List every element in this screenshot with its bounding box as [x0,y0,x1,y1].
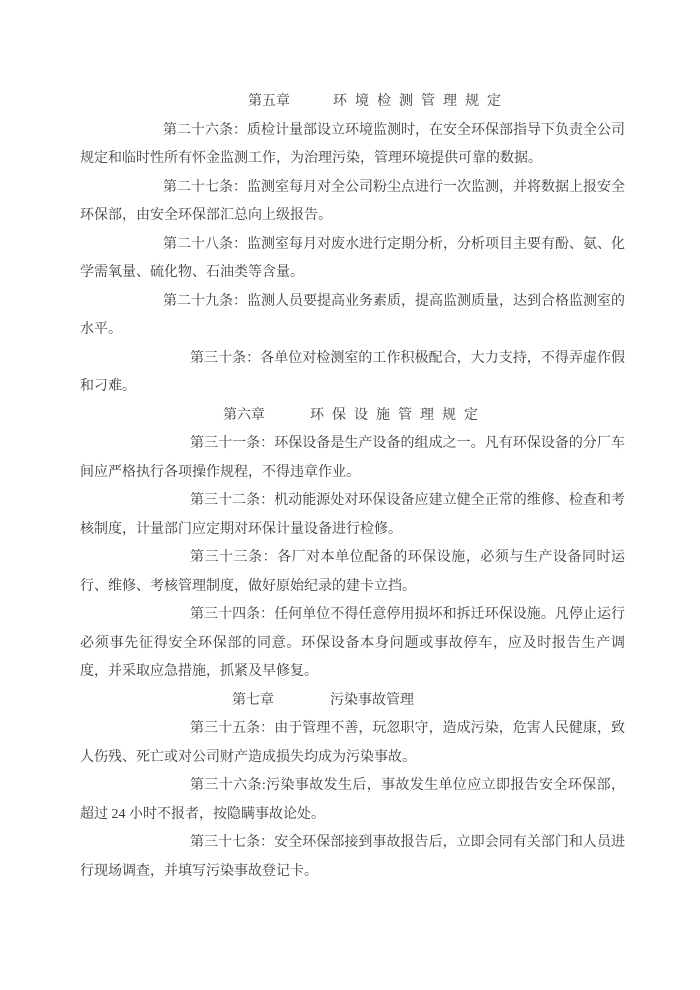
article-34: 第三十四条：任何单位不得任意停用损坏和拆迁环保设施。凡停止运行必须事先征得安全环保部的同意。环保设备本身问题或事故停车，应及时报告生产调度，并采取应急措施，抓紧及早修复。 [80,607,625,679]
article-27: 第二十七条：监测室每月对全公司粉尘点进行一次监测，并将数据上报安全环保部，由安全环保部汇总向上级报告。 [80,179,625,223]
chapter-7-gap [274,703,330,704]
chapter-7-title: 污染事故管理 [330,692,414,708]
article-30: 第三十条：各单位对检测室的工作积极配合，大力支持，不得弄虚作假和刁难。 [80,350,625,394]
chapter-6-gap [265,418,310,419]
article-26: 第二十六条：质检计量部设立环境监测时，在安全环保部指导下负责全公司规定和临时性所有怀金监测工作，为治理污染，管理环境提供可靠的数据。 [80,122,625,166]
article-32: 第三十二条：机动能源处对环保设备应建立健全正常的维修、检查和考核制度，计量部门应定期对环保计量设备进行检修。 [80,493,625,537]
chapter-5-title: 环境检测管理规定 [333,94,509,109]
chapter-5-gap [290,104,333,105]
article-29: 第二十九条：监测人员要提高业务素质，提高监测质量，达到合格监测室的水平。 [80,293,625,337]
article-31: 第三十一条：环保设备是生产设备的组成之一。凡有环保设备的分厂车间应严格执行各项操作规程，不得违章作业。 [80,436,625,480]
chapter-6-title: 环保设施管理规定 [310,407,486,423]
chapter-6-heading [80,402,625,431]
chapter-7-heading [80,687,625,716]
article-35: 第三十五条：由于管理不善，玩忽职守，造成污染，危害人民健康，致人伤残、死亡或对公司财产造成损失均成为污染事故。 [80,721,625,765]
chapter-7-number: 第七章 [232,692,274,708]
chapter-6-number: 第六章 [223,407,265,423]
article-36: 第三十六条:污染事故发生后，事故发生单位应立即报告安全环保部，超过 24 小时不报者，按隐瞒事故论处。 [80,778,625,822]
chapter-5-number: 第五章 [248,94,290,109]
article-37: 第三十七条：安全环保部接到事故报告后，立即会同有关部门和人员进行现场调查，并填写污染事故登记卡。 [80,835,625,879]
article-28: 第二十八条：监测室每月对废水进行定期分析，分析项目主要有酚、氨、化学需氧量、硫化物、石油类等含量。 [80,236,625,280]
article-33: 第三十三条：各厂对本单位配备的环保设施，必须与生产设备同时运行、维修、考核管理制度，做好原始纪录的建卡立挡。 [80,550,625,594]
chapter-5-heading [80,88,625,117]
